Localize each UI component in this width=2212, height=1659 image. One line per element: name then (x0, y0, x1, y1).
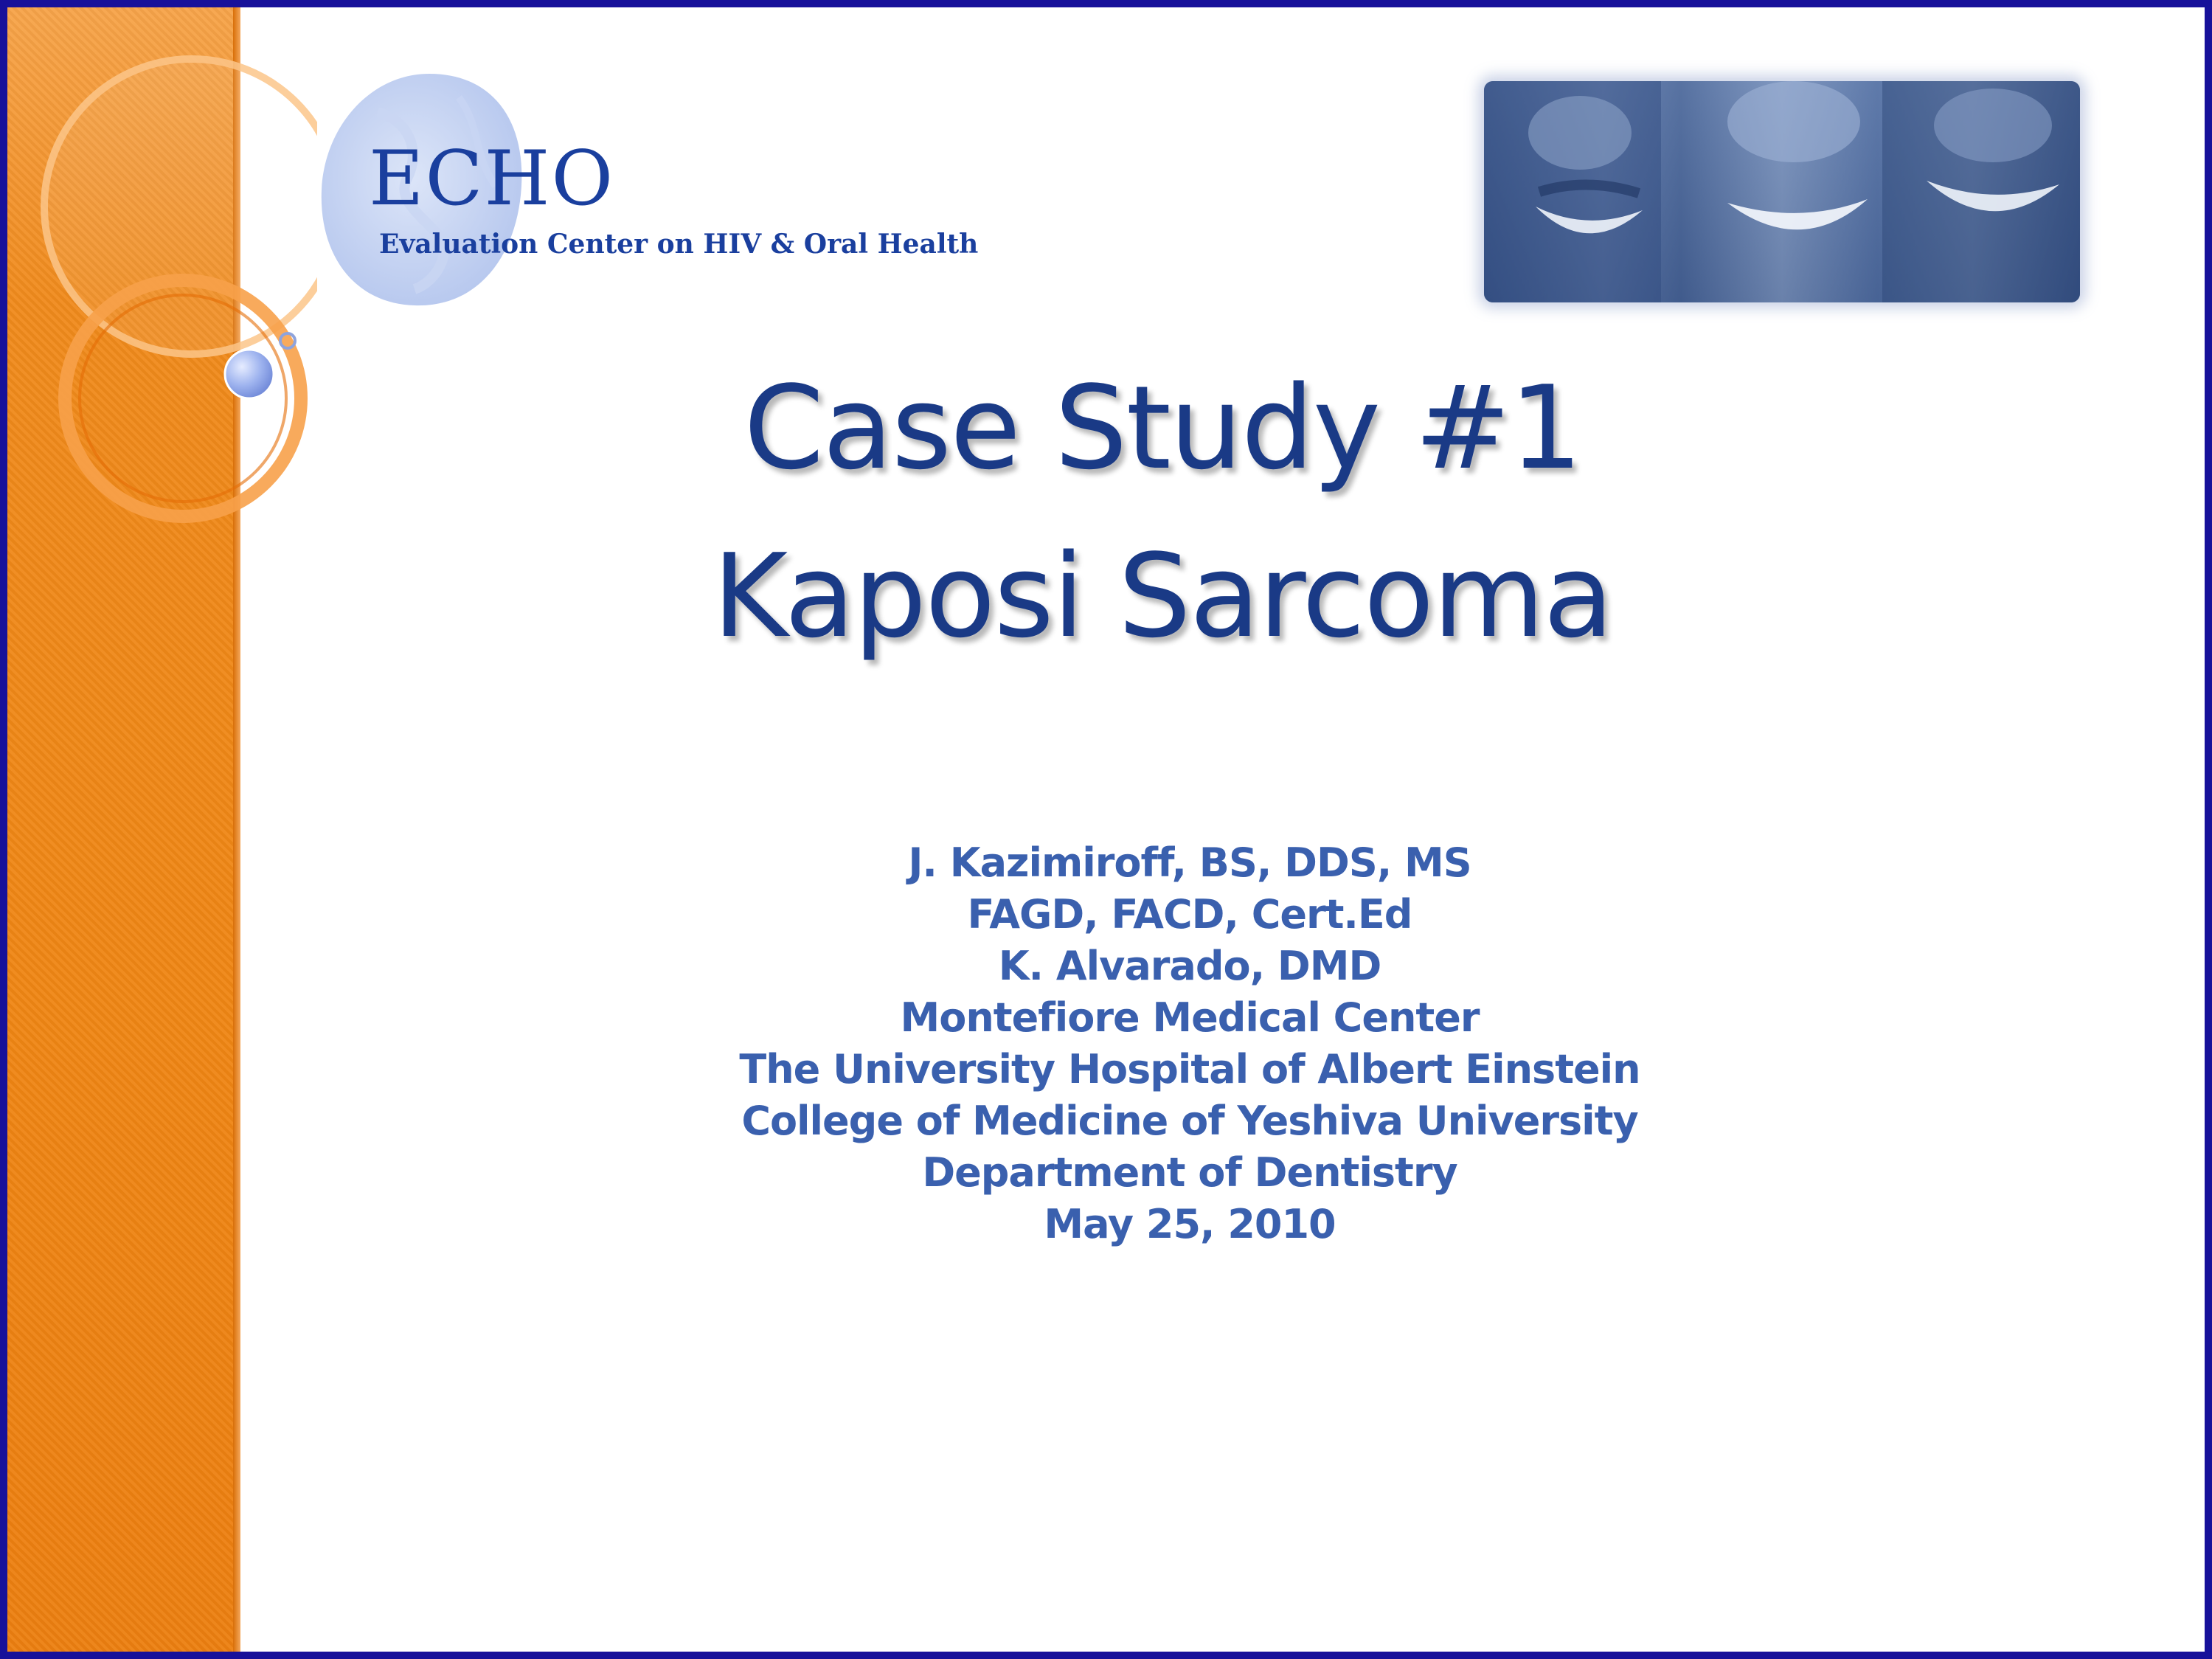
author-block (240, 837, 2139, 1250)
author-line: Department of Dentistry (922, 1149, 1457, 1196)
author-line: K. Alvarado, DMD (998, 943, 1381, 989)
author-line: The University Hospital of Albert Einstein (739, 1046, 1640, 1092)
echo-wordmark: ECHO (369, 135, 615, 223)
author-line: College of Medicine of Yeshiva University (741, 1098, 1638, 1144)
echo-logo (311, 68, 990, 319)
author-line: J. Kazimiroff, BS, DDS, MS (908, 839, 1471, 886)
slide-title-line-1: Case Study #1 (743, 361, 1581, 495)
date-line: May 25, 2010 (1044, 1201, 1336, 1247)
author-line: FAGD, FACD, Cert.Ed (967, 891, 1412, 938)
smiling-faces-photo (1484, 81, 2080, 302)
echo-tagline: Evaluation Center on HIV & Oral Health (379, 229, 979, 260)
photo-faces-icon (1484, 81, 2080, 302)
author-line: Montefiore Medical Center (900, 994, 1480, 1041)
slide-title-line-2: Kaposi Sarcoma (713, 529, 1612, 663)
